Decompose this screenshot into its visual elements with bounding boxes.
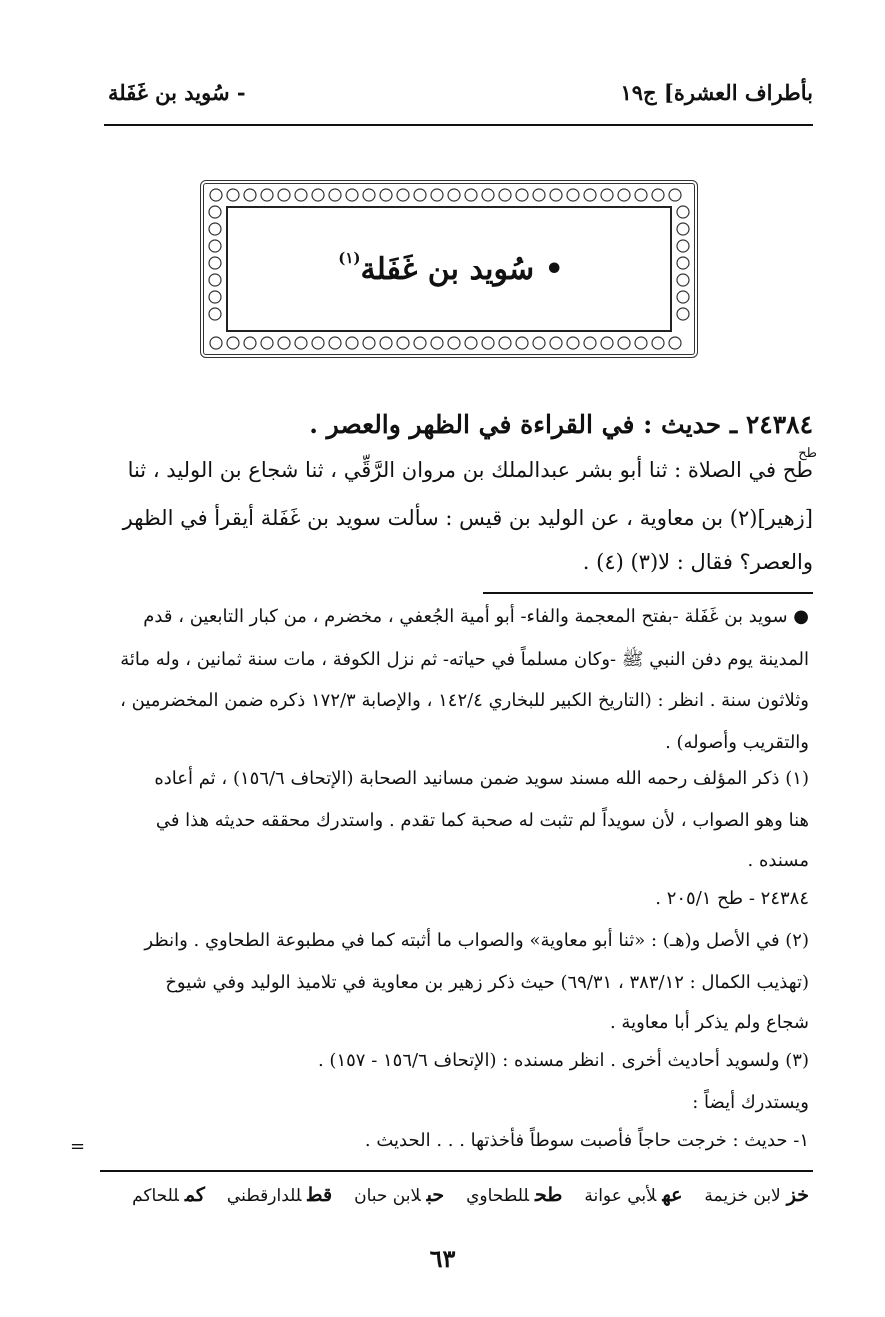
ornament-loop [601, 337, 613, 349]
ornament-title-box [226, 206, 672, 332]
ornament-loop [448, 337, 460, 349]
ornament-loop [261, 189, 273, 201]
hadith-line-2: [زهير](٢) بن معاوية ، عن الوليد بن قيس : سألت سويد بن غَفَلة أيقرأ في الظهر [122, 506, 813, 530]
ornament-loop [227, 337, 239, 349]
footnote-line: (٣) ولسويد أحاديث أخرى . انظر مسنده : (الإتحاف ١٥٦/٦ - ١٥٧) . [317, 1050, 809, 1071]
ornament-title-text: • سُويد بن غَفَلة [360, 251, 564, 287]
ornament-loop [278, 189, 290, 201]
ornament-loop [516, 337, 528, 349]
abbreviation-item: قطللدارقطني [226, 1184, 333, 1206]
ornament-loop [244, 337, 256, 349]
footnote-line: هنا وهو الصواب ، لأن سويداً لم تثبت له صحبة كما تقدم . واستدرك محققه حديثه هذا في [155, 810, 809, 831]
ornament-loop [567, 337, 579, 349]
ornament-loop [652, 337, 664, 349]
ornament-loop [677, 257, 689, 269]
page-number: ٦٣ [429, 1244, 456, 1273]
abbreviation-item: طحللطحاوي [466, 1184, 563, 1206]
ornament-loop [669, 337, 681, 349]
ornament-loop [209, 206, 221, 218]
running-header-left: - سُويد بن غَفَلة [108, 80, 246, 105]
ornament-loop [346, 189, 358, 201]
ornament-loop [635, 337, 647, 349]
ornament-loop [533, 189, 545, 201]
footnote-line: (١) ذكر المؤلف رحمه الله مسند سويد ضمن مسانيد الصحابة (الإتحاف ١٥٦/٦) ، ثم أعاده [154, 768, 809, 789]
hadith-line-1-text: طح في الصلاة : ثنا أبو بشر عبدالملك بن مروان الرَّقِّي ، ثنا شجاع بن الوليد ، ثنا [127, 458, 813, 482]
ornament-loop [209, 291, 221, 303]
ornament-loop [363, 337, 375, 349]
ornament-loop [677, 223, 689, 235]
abbreviation-item: كمللحاكم [132, 1184, 205, 1206]
ornament-loop [584, 189, 596, 201]
footnote-line: شجاع ولم يذكر أبا معاوية . [609, 1012, 809, 1033]
ornament-loop [677, 274, 689, 286]
abbreviation-item: عهلأبي عوانة [584, 1184, 683, 1206]
ornament-title [334, 248, 564, 287]
footnote-line: والتقريب وأصوله) . [665, 732, 809, 753]
ornament-loop [278, 337, 290, 349]
ornament-loop [261, 337, 273, 349]
ornament-loop [227, 189, 239, 201]
ornament-loop [209, 240, 221, 252]
footnote-rule [483, 592, 813, 594]
ornament-loop [414, 189, 426, 201]
ornament-loop [210, 337, 222, 349]
ornament-loop [677, 240, 689, 252]
continuation-mark: = [70, 1136, 86, 1157]
ornament-loop [465, 337, 477, 349]
ornament-loop [397, 189, 409, 201]
ornament-loop [652, 189, 664, 201]
ornament-loop [209, 308, 221, 320]
ornament-loop [414, 337, 426, 349]
footnote-line: وثلاثون سنة . انظر : (التاريخ الكبير للبخاري ١٤٢/٤ ، والإصابة ١٧٢/٣ ذكره ضمن المخضرمين ، [120, 690, 809, 711]
ornament-loop [618, 189, 630, 201]
header-rule [104, 124, 813, 126]
abbreviation-item: حبلابن حبان [354, 1184, 445, 1206]
hadith-line-3: والعصر؟ فقال : لا(٣) (٤) . [582, 550, 813, 574]
ornament-loop [209, 257, 221, 269]
ornament-loop [669, 189, 681, 201]
footnote-line: ١- حديث : خرجت حاجاً فأصبت سوطاً فأخذتها . . . الحديث . [364, 1130, 809, 1151]
ornament-loop [209, 223, 221, 235]
hadith-heading: ٢٤٣٨٤ ـ حديث : في القراءة في الظهر والعصر . [309, 410, 813, 439]
ornament-loop [312, 337, 324, 349]
ornament-loop [295, 189, 307, 201]
ornamental-frame [200, 180, 698, 358]
ornament-loop [380, 189, 392, 201]
ornament-loop [499, 337, 511, 349]
ornament-loop [363, 189, 375, 201]
ornament-loop [499, 189, 511, 201]
ornament-loop [312, 189, 324, 201]
footnote-line: ● سويد بن غَفَلة -بفتح المعجمة والفاء- أبو أمية الجُعفي ، مخضرم ، من كبار التابعين ، قدم [143, 606, 809, 627]
ornament-loop [329, 189, 341, 201]
ornament-loop [244, 189, 256, 201]
ornament-loop [465, 189, 477, 201]
ornament-loop [677, 206, 689, 218]
ornament-loop [567, 189, 579, 201]
ornament-loop [482, 189, 494, 201]
ornament-loop [618, 337, 630, 349]
footnote-line: (٢) في الأصل و(هـ) : «ثنا أبو معاوية» والصواب ما أثبته كما في مطبوعة الطحاوي . وانظر [144, 930, 809, 951]
ornament-loop [209, 274, 221, 286]
footnote-line: ويستدرك أيضاً : [692, 1092, 809, 1113]
abbreviation-legend [132, 1184, 809, 1206]
ornament-loop [295, 337, 307, 349]
ornament-loop [329, 337, 341, 349]
ornament-loop [482, 337, 494, 349]
tah-margin-mark: طح [798, 446, 817, 461]
ornament-loop [677, 291, 689, 303]
footnote-line: مسنده . [747, 850, 809, 871]
ornament-loop [601, 189, 613, 201]
running-header-right: بأطراف العشرة] ج١٩ [620, 80, 813, 105]
ornament-loop [533, 337, 545, 349]
ornament-loop [550, 337, 562, 349]
ornament-loop [346, 337, 358, 349]
ornament-loop [431, 337, 443, 349]
ornament-footnote-ref: (١) [338, 248, 361, 267]
ornament-loop [210, 189, 222, 201]
ornament-loop [448, 189, 460, 201]
footnote-line: (تهذيب الكمال : ٣٨٣/١٢ ، ٦٩/٣١) حيث ذكر زهير بن معاوية في تلاميذ الوليد وفي شيوخ [165, 972, 809, 993]
ornament-loop [397, 337, 409, 349]
ornament-loop [516, 189, 528, 201]
ornament-loop [584, 337, 596, 349]
ornament-loop [635, 189, 647, 201]
hadith-line-1 [127, 446, 817, 482]
footnote-line: ٢٤٣٨٤ - طح ٢٠٥/١ . [655, 888, 809, 909]
ornament-loop [380, 337, 392, 349]
ornament-loop [677, 308, 689, 320]
abbreviation-rule [100, 1170, 813, 1172]
ornament-loop [431, 189, 443, 201]
ornament-loop [550, 189, 562, 201]
abbreviation-item: خزلابن خزيمة [704, 1184, 809, 1206]
footnote-line: المدينة يوم دفن النبي ﷺ -وكان مسلماً في حياته- ثم نزل الكوفة ، مات سنة ثمانين ، وله مائة [120, 649, 809, 670]
